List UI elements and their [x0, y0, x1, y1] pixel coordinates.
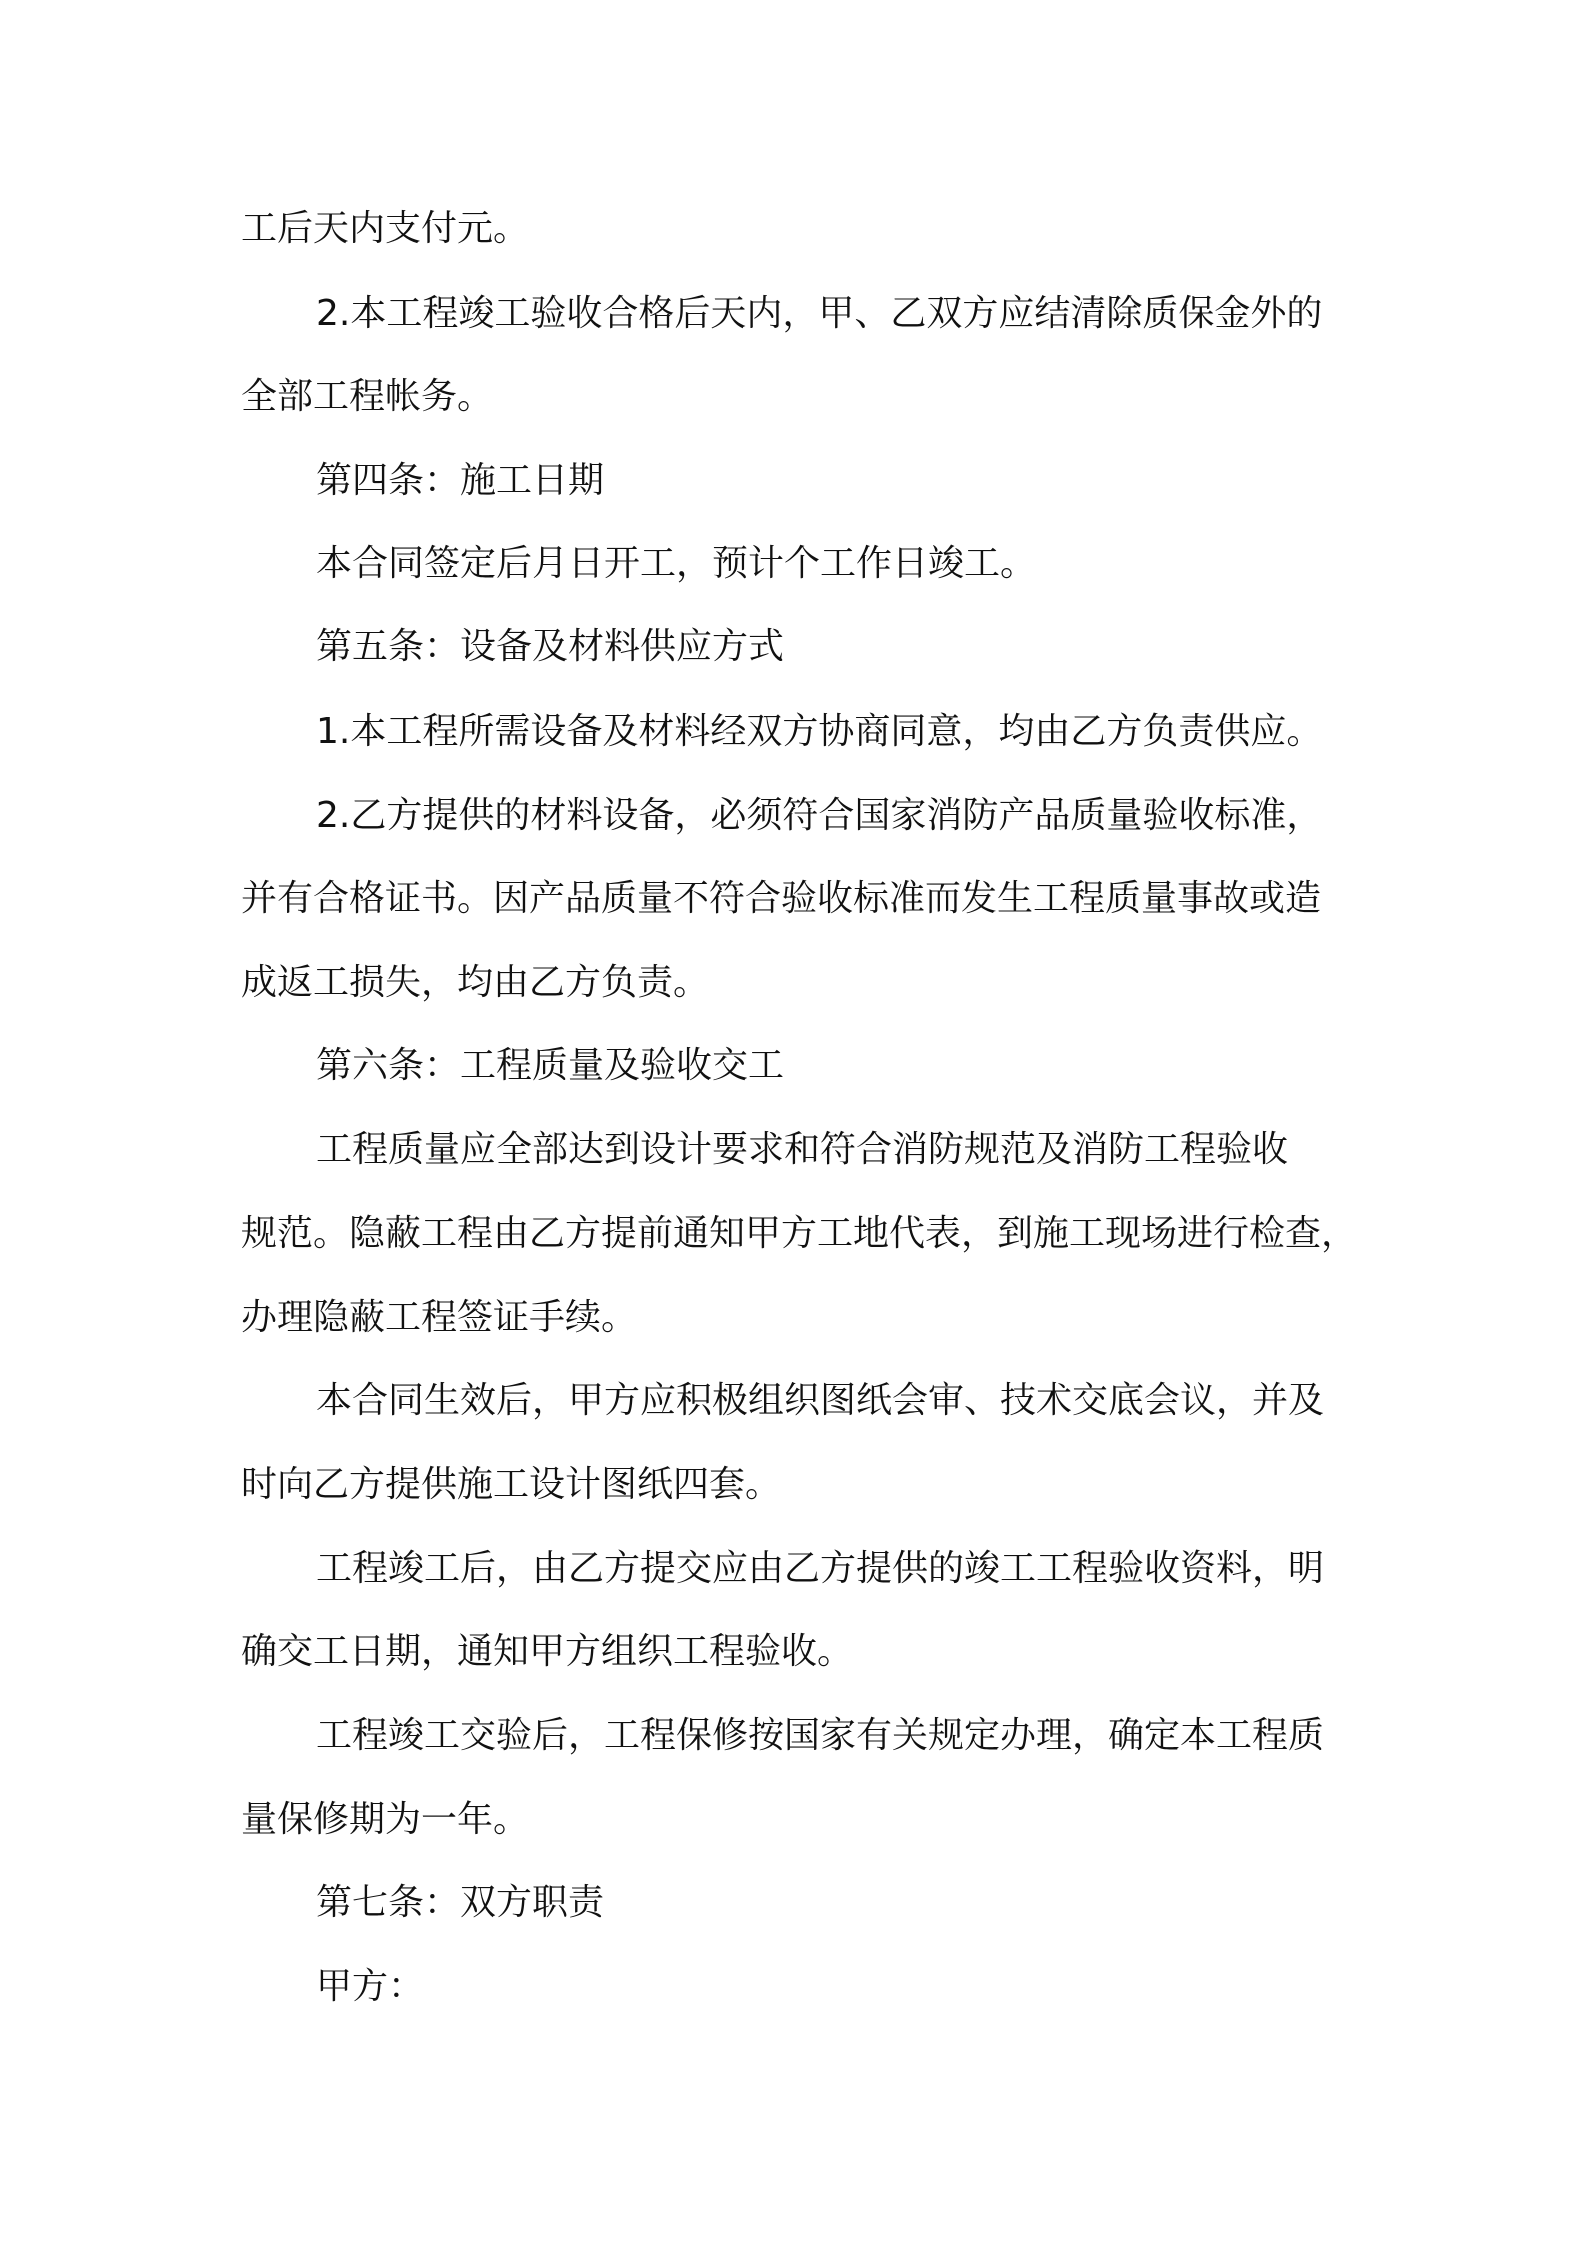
text-line: 工程竣工后，由乙方提交应由乙方提供的竣工工程验收资料，明 [316, 1548, 1325, 1589]
text-line: 2.乙方提供的材料设备，必须符合国家消防产品质量验收标准， [316, 795, 1323, 836]
text-line: 2.本工程竣工验收合格后天内，甲、乙双方应结清除质保金外的 [316, 293, 1323, 334]
section-heading: 第六条：工程质量及验收交工 [316, 1045, 785, 1086]
text-line: 成返工损失，均由乙方负责。 [241, 962, 710, 1003]
text-line: 全部工程帐务。 [241, 376, 494, 417]
text-line: 时向乙方提供施工设计图纸四套。 [241, 1464, 782, 1505]
text-line: 工程竣工交验后，工程保修按国家有关规定办理，确定本工程质 [316, 1715, 1325, 1756]
text-line: 确交工日期，通知甲方组织工程验收。 [241, 1631, 854, 1672]
text-line: 规范。隐蔽工程由乙方提前通知甲方工地代表，到施工现场进行检查， [241, 1213, 1358, 1254]
text-line: 工程质量应全部达到设计要求和符合消防规范及消防工程验收 [316, 1129, 1289, 1170]
text-line: 办理隐蔽工程签证手续。 [241, 1297, 638, 1338]
section-heading: 第四条：施工日期 [316, 460, 605, 501]
text-line: 并有合格证书。因产品质量不符合验收标准而发生工程质量事故或造 [241, 878, 1322, 919]
text-line: 本合同生效后，甲方应积极组织图纸会审、技术交底会议，并及 [316, 1380, 1325, 1421]
section-heading: 第七条：双方职责 [316, 1882, 605, 1923]
text-line: 1.本工程所需设备及材料经双方协商同意，均由乙方负责供应。 [316, 711, 1323, 752]
text-line: 本合同签定后月日开工，预计个工作日竣工。 [316, 543, 1037, 584]
text-line: 量保修期为一年。 [241, 1799, 530, 1840]
text-line: 工后天内支付元。 [241, 208, 530, 249]
text-line: 甲方： [316, 1966, 425, 2007]
section-heading: 第五条：设备及材料供应方式 [316, 626, 785, 667]
